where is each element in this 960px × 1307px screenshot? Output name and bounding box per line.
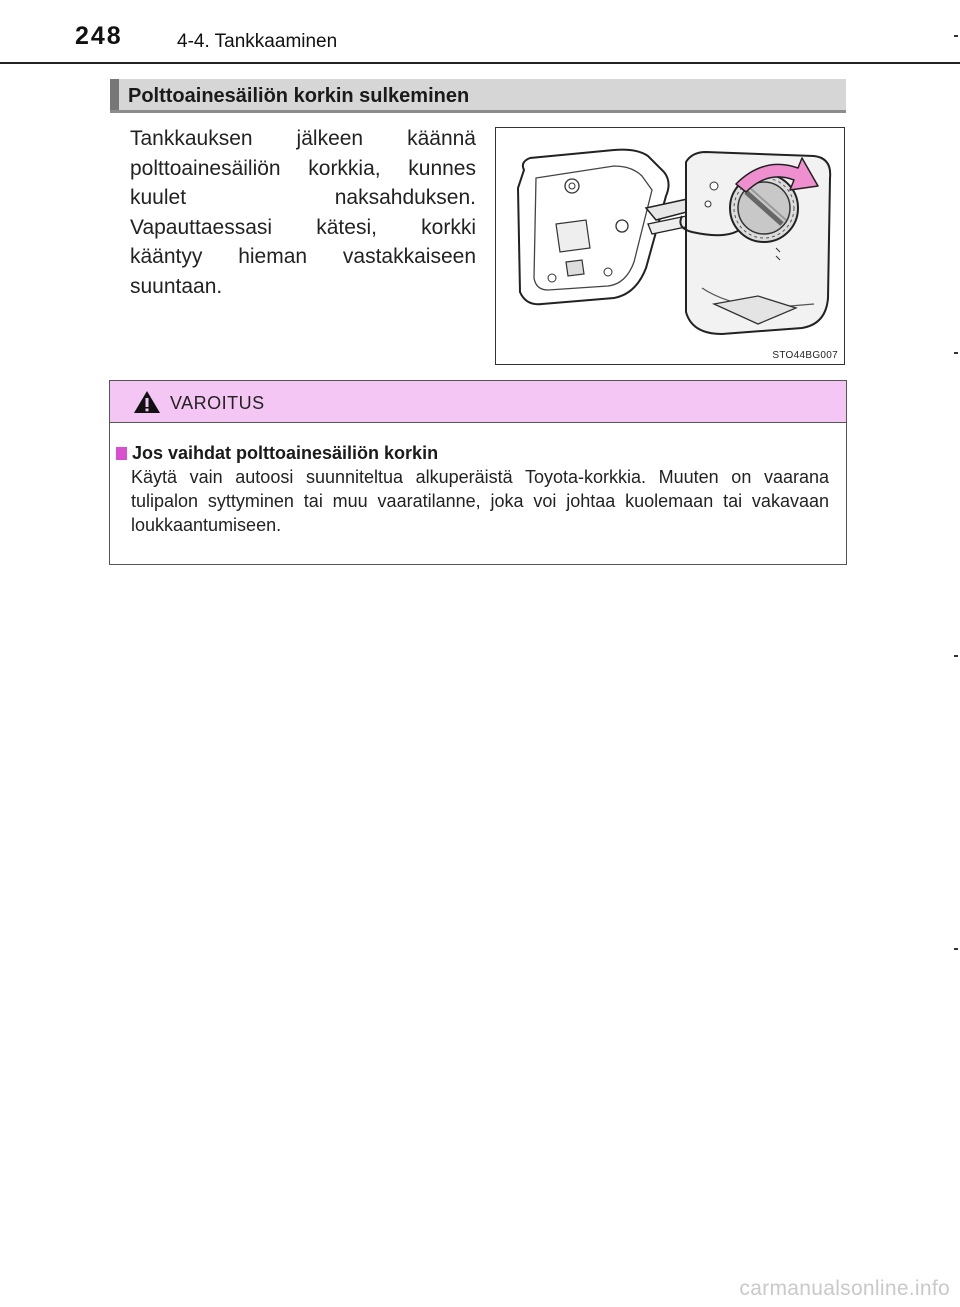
warning-header — [110, 381, 846, 423]
margin-tick — [954, 352, 958, 354]
figure-code: STO44BG007 — [772, 350, 838, 361]
subsection-heading — [110, 79, 846, 113]
warning-body: Käytä vain autoosi suunniteltua alkuperäistä Toyota-korkkia. Muuten on vaarana tulipalon syttyminen tai muu vaaratilanne, joka voi johtaa kuolemaan tai vakavaan loukkaantumiseen. — [131, 467, 829, 535]
heading-accent — [110, 79, 119, 110]
margin-tick — [954, 948, 958, 950]
margin-tick — [954, 35, 958, 37]
watermark: carmanualsonline.info — [739, 1277, 950, 1300]
warning-title: VAROITUS — [170, 393, 265, 413]
square-bullet-icon — [116, 447, 127, 460]
section-title: 4-4. Tankkaaminen — [177, 31, 338, 52]
page-number: 248 — [75, 22, 123, 50]
warning-subheading-text: Jos vaihdat polttoainesäiliön korkin — [132, 443, 439, 463]
body-text: Tankkauksen jälkeen käännä polttoainesäiliön korkkia, kunnes kuulet naksahduksen. Vapauttaessasi kätesi, korkki kääntyy hieman vastakkaiseen suuntaan. — [130, 127, 476, 298]
warning-box — [109, 380, 847, 565]
margin-tick — [954, 655, 958, 657]
fuel-cap-closing-illustration — [496, 128, 843, 363]
warning-triangle-icon — [133, 390, 161, 414]
warning-subheading — [116, 443, 438, 464]
figure — [495, 127, 845, 365]
header-rule — [0, 62, 960, 64]
heading-text: Polttoainesäiliön korkin sulkeminen — [128, 85, 470, 107]
